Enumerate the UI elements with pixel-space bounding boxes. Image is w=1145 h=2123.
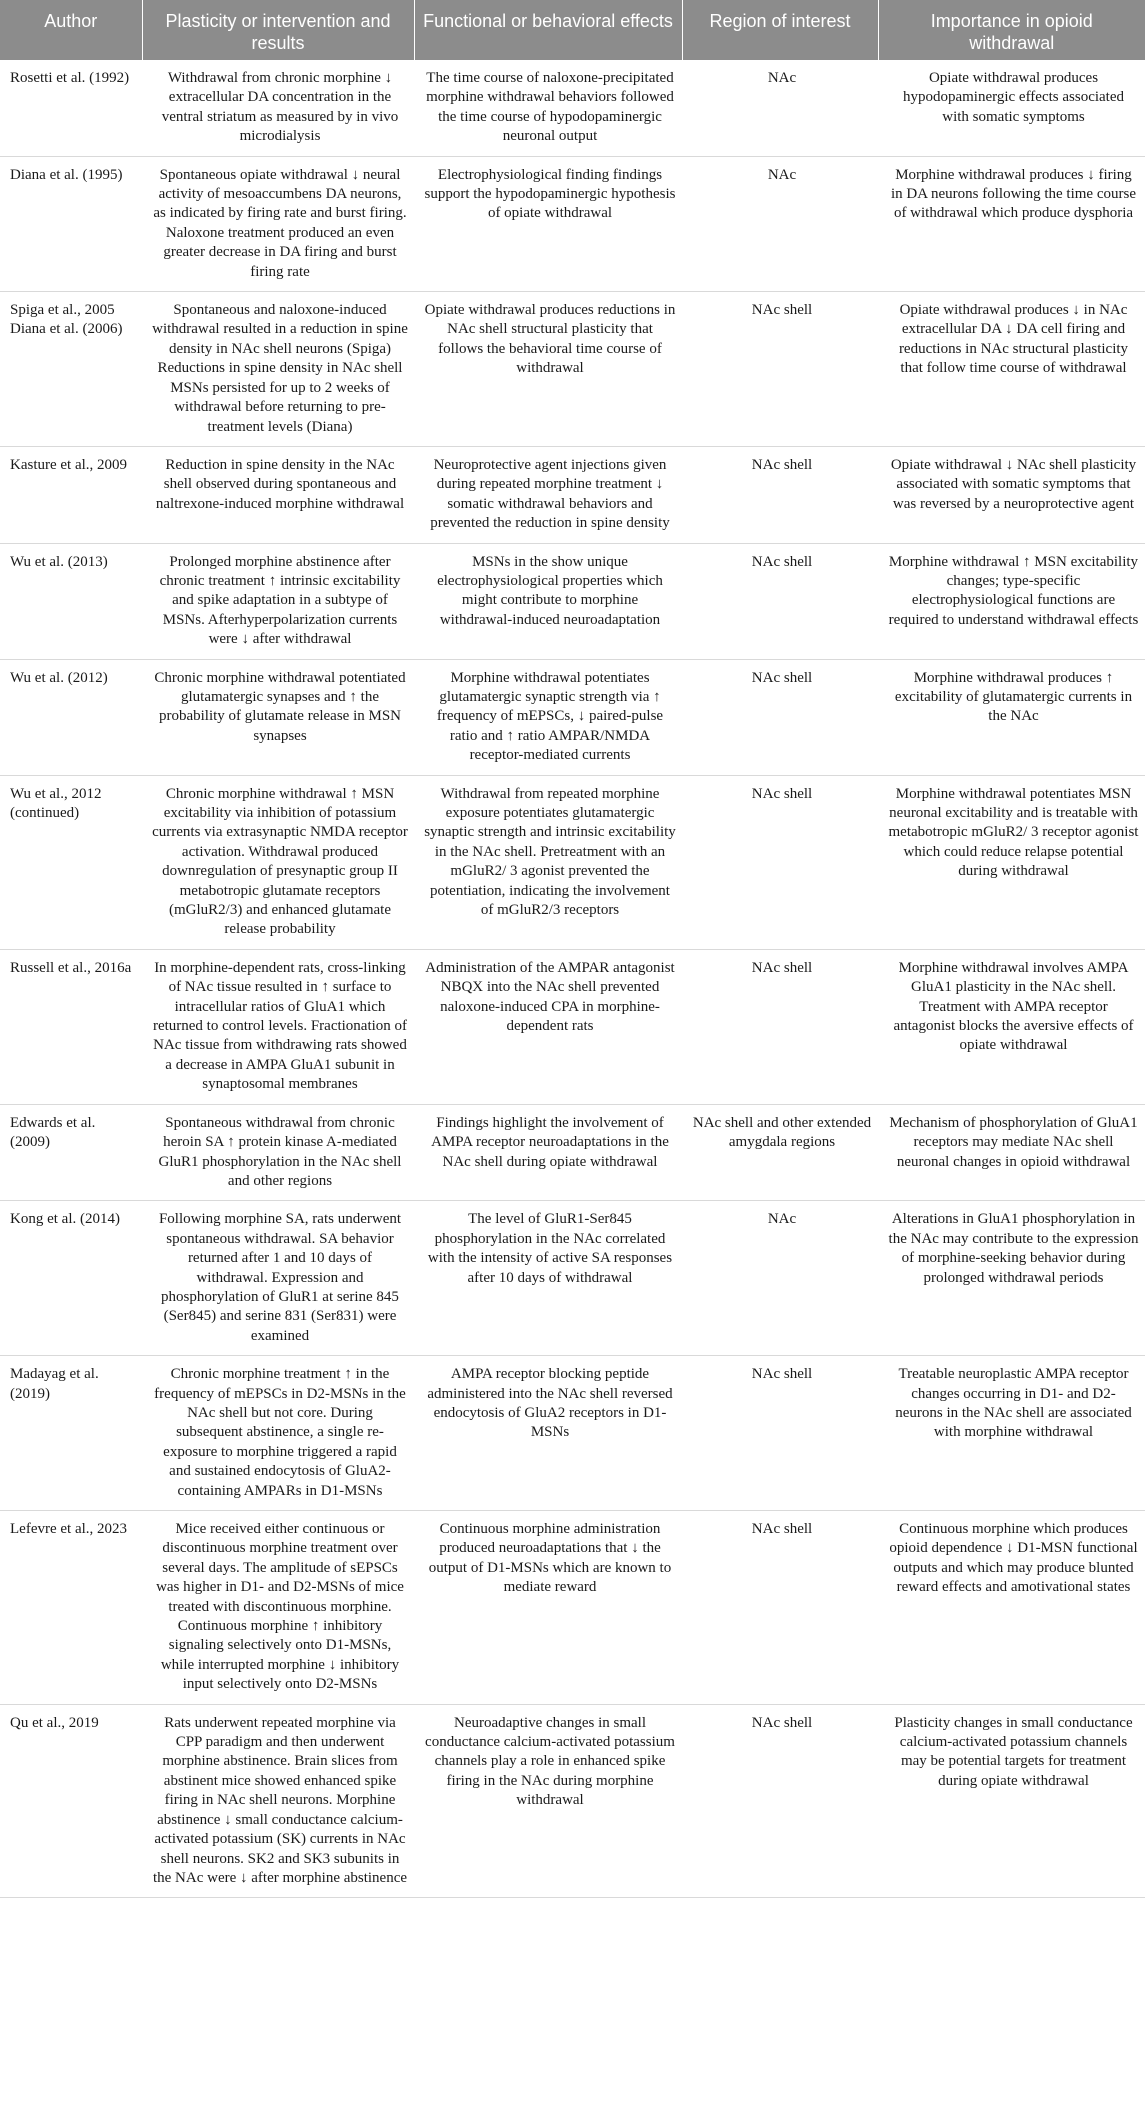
table-row xyxy=(0,1356,1145,1511)
author-cell: Kasture et al., 2009 xyxy=(0,446,142,543)
results-cell: Rats underwent repeated morphine via CPP paradigm and then underwent morphine abstinence. Brain slices from abstinent mice showed enhanced spike firing in NAc shell neurons. Morphine abstinence ↓ small conductance calcium-activated potassium (SK) currents in NAc shell neurons. SK2 and SK3 subunits in the NAc were ↓ after morphine abstinence xyxy=(142,1704,414,1898)
region-cell: NAc shell xyxy=(682,775,878,949)
table-row xyxy=(0,1511,1145,1705)
table-row xyxy=(0,543,1145,659)
author-cell: Lefevre et al., 2023 xyxy=(0,1511,142,1705)
column-header-author: Author xyxy=(0,0,142,60)
importance-cell: Plasticity changes in small conductance calcium-activated potassium channels may be potential targets for treatment during opiate withdrawal xyxy=(878,1704,1145,1898)
table-row xyxy=(0,1201,1145,1356)
table-row xyxy=(0,659,1145,775)
results-cell: Withdrawal from chronic morphine ↓ extracellular DA concentration in the ventral striatum as measured by in vivo microdialysis xyxy=(142,60,414,156)
importance-cell: Morphine withdrawal ↑ MSN excitability changes; type-specific electrophysiological functions are required to understand withdrawal effects xyxy=(878,543,1145,659)
importance-cell: Treatable neuroplastic AMPA receptor changes occurring in D1- and D2-neurons in the NAc shell are associated with morphine withdrawal xyxy=(878,1356,1145,1511)
author-cell: Wu et al. (2012) xyxy=(0,659,142,775)
importance-cell: Morphine withdrawal potentiates MSN neuronal excitability and is treatable with metabotropic mGluR2/ 3 receptor agonist which could reduce relapse potential during withdrawal xyxy=(878,775,1145,949)
region-cell: NAc xyxy=(682,1201,878,1356)
effects-cell: Continuous morphine administration produced neuroadaptations that ↓ the output of D1-MSNs which are known to mediate reward xyxy=(414,1511,682,1705)
effects-cell: Administration of the AMPAR antagonist NBQX into the NAc shell prevented naloxone-induced CPA in morphine-dependent rats xyxy=(414,949,682,1104)
table-row xyxy=(0,1104,1145,1201)
region-cell: NAc shell xyxy=(682,1356,878,1511)
results-cell: Prolonged morphine abstinence after chronic treatment ↑ intrinsic excitability and spike adaptation in a subtype of MSNs. Afterhyperpolarization currents were ↓ after withdrawal xyxy=(142,543,414,659)
region-cell: NAc xyxy=(682,60,878,156)
table-row xyxy=(0,949,1145,1104)
effects-cell: Opiate withdrawal produces reductions in NAc shell structural plasticity that follows the behavioral time course of withdrawal xyxy=(414,292,682,447)
author-cell: Qu et al., 2019 xyxy=(0,1704,142,1898)
region-cell: NAc shell xyxy=(682,446,878,543)
region-cell: NAc shell xyxy=(682,1511,878,1705)
author-cell: Spiga et al., 2005 Diana et al. (2006) xyxy=(0,292,142,447)
importance-cell: Mechanism of phosphorylation of GluA1 receptors may mediate NAc shell neuronal changes in opioid withdrawal xyxy=(878,1104,1145,1201)
author-cell: Russell et al., 2016a xyxy=(0,949,142,1104)
table-header xyxy=(0,0,1145,60)
author-cell: Edwards et al. (2009) xyxy=(0,1104,142,1201)
effects-cell: Neuroadaptive changes in small conductance calcium-activated potassium channels play a role in enhanced spike firing in the NAc during morphine withdrawal xyxy=(414,1704,682,1898)
importance-cell: Alterations in GluA1 phosphorylation in the NAc may contribute to the expression of morphine-seeking behavior during prolonged withdrawal periods xyxy=(878,1201,1145,1356)
author-cell: Wu et al. (2013) xyxy=(0,543,142,659)
importance-cell: Morphine withdrawal involves AMPA GluA1 plasticity in the NAc shell. Treatment with AMPA receptor antagonist blocks the aversive effects of opiate withdrawal xyxy=(878,949,1145,1104)
importance-cell: Opiate withdrawal ↓ NAc shell plasticity associated with somatic symptoms that was reversed by a neuroprotective agent xyxy=(878,446,1145,543)
region-cell: NAc shell xyxy=(682,949,878,1104)
author-cell: Wu et al., 2012 (continued) xyxy=(0,775,142,949)
table-body xyxy=(0,60,1145,1898)
table-row xyxy=(0,1704,1145,1898)
column-header-region: Region of interest xyxy=(682,0,878,60)
importance-cell: Opiate withdrawal produces hypodopaminergic effects associated with somatic symptoms xyxy=(878,60,1145,156)
region-cell: NAc xyxy=(682,156,878,291)
table-row xyxy=(0,60,1145,156)
importance-cell: Continuous morphine which produces opioid dependence ↓ D1-MSN functional outputs and which may produce blunted reward effects and amotivational states xyxy=(878,1511,1145,1705)
region-cell: NAc shell and other extended amygdala regions xyxy=(682,1104,878,1201)
region-cell: NAc shell xyxy=(682,1704,878,1898)
author-cell: Madayag et al. (2019) xyxy=(0,1356,142,1511)
results-cell: Mice received either continuous or discontinuous morphine treatment over several days. The amplitude of sEPSCs was higher in D1- and D2-MSNs of mice treated with discontinuous morphine. Continuous morphine ↑ inhibitory signaling selectively onto D1-MSNs, while interrupted morphine ↓ inhibitory input selectively onto D2-MSNs xyxy=(142,1511,414,1705)
importance-cell: Morphine withdrawal produces ↑ excitability of glutamatergic currents in the NAc xyxy=(878,659,1145,775)
results-cell: Chronic morphine withdrawal ↑ MSN excitability via inhibition of potassium currents via extrasynaptic NMDA receptor activation. Withdrawal produced downregulation of presynaptic group II metabotropic glutamate receptors (mGluR2/3) and enhanced glutamate release probability xyxy=(142,775,414,949)
results-cell: Chronic morphine treatment ↑ in the frequency of mEPSCs in D2-MSNs in the NAc shell but not core. During subsequent abstinence, a single re-exposure to morphine triggered a rapid and sustained endocytosis of GluA2-containing AMPARs in D1-MSNs xyxy=(142,1356,414,1511)
table-row xyxy=(0,446,1145,543)
importance-cell: Opiate withdrawal produces ↓ in NAc extracellular DA ↓ DA cell firing and reductions in NAc structural plasticity that follow time course of withdrawal xyxy=(878,292,1145,447)
results-cell: Spontaneous and naloxone-induced withdrawal resulted in a reduction in spine density in NAc shell neurons (Spiga) Reductions in spine density in NAc shell MSNs persisted for up to 2 weeks of withdrawal before returning to pre-treatment levels (Diana) xyxy=(142,292,414,447)
effects-cell: Findings highlight the involvement of AMPA receptor neuroadaptations in the NAc shell during opiate withdrawal xyxy=(414,1104,682,1201)
effects-cell: Electrophysiological finding findings support the hypodopaminergic hypothesis of opiate withdrawal xyxy=(414,156,682,291)
results-cell: Spontaneous withdrawal from chronic heroin SA ↑ protein kinase A-mediated GluR1 phosphorylation in the NAc shell and other regions xyxy=(142,1104,414,1201)
effects-cell: Withdrawal from repeated morphine exposure potentiates glutamatergic synaptic strength and intrinsic excitability in the NAc shell. Pretreatment with an mGluR2/ 3 agonist prevented the potentiation, indicating the involvement of mGluR2/3 receptors xyxy=(414,775,682,949)
results-cell: Following morphine SA, rats underwent spontaneous withdrawal. SA behavior returned after 1 and 10 days of withdrawal. Expression and phosphorylation of GluR1 at serine 845 (Ser845) and serine 831 (Ser831) were examined xyxy=(142,1201,414,1356)
effects-cell: The time course of naloxone-precipitated morphine withdrawal behaviors followed the time course of hypodopaminergic neuronal output xyxy=(414,60,682,156)
effects-cell: Morphine withdrawal potentiates glutamatergic synaptic strength via ↑ frequency of mEPSCs, ↓ paired-pulse ratio and ↑ ratio AMPAR/NMDA receptor-mediated currents xyxy=(414,659,682,775)
table-row xyxy=(0,775,1145,949)
table-row xyxy=(0,292,1145,447)
author-cell: Rosetti et al. (1992) xyxy=(0,60,142,156)
effects-cell: Neuroprotective agent injections given during repeated morphine treatment ↓ somatic withdrawal behaviors and prevented the reduction in spine density xyxy=(414,446,682,543)
effects-cell: The level of GluR1-Ser845 phosphorylation in the NAc correlated with the intensity of active SA responses after 10 days of withdrawal xyxy=(414,1201,682,1356)
effects-cell: MSNs in the show unique electrophysiological properties which might contribute to morphine withdrawal-induced neuroadaptation xyxy=(414,543,682,659)
author-cell: Diana et al. (1995) xyxy=(0,156,142,291)
region-cell: NAc shell xyxy=(682,543,878,659)
column-header-results: Plasticity or intervention and results xyxy=(142,0,414,60)
results-cell: Chronic morphine withdrawal potentiated glutamatergic synapses and ↑ the probability of glutamate release in MSN synapses xyxy=(142,659,414,775)
results-cell: Reduction in spine density in the NAc shell observed during spontaneous and naltrexone-induced morphine withdrawal xyxy=(142,446,414,543)
column-header-effects: Functional or behavioral effects xyxy=(414,0,682,60)
results-cell: Spontaneous opiate withdrawal ↓ neural activity of mesoaccumbens DA neurons, as indicated by firing rate and burst firing. Naloxone treatment produced an even greater decrease in DA firing and burst firing rate xyxy=(142,156,414,291)
results-cell: In morphine-dependent rats, cross-linking of NAc tissue resulted in ↑ surface to intracellular ratios of GluA1 which returned to control levels. Fractionation of NAc tissue from withdrawing rats showed a decrease in AMPA GluA1 subunit in synaptosomal membranes xyxy=(142,949,414,1104)
table-row xyxy=(0,156,1145,291)
effects-cell: AMPA receptor blocking peptide administered into the NAc shell reversed endocytosis of GluA2 receptors in D1-MSNs xyxy=(414,1356,682,1511)
region-cell: NAc shell xyxy=(682,292,878,447)
region-cell: NAc shell xyxy=(682,659,878,775)
header-row xyxy=(0,0,1145,60)
author-cell: Kong et al. (2014) xyxy=(0,1201,142,1356)
column-header-importance: Importance in opioid withdrawal xyxy=(878,0,1145,60)
importance-cell: Morphine withdrawal produces ↓ firing in DA neurons following the time course of withdrawal which produce dysphoria xyxy=(878,156,1145,291)
